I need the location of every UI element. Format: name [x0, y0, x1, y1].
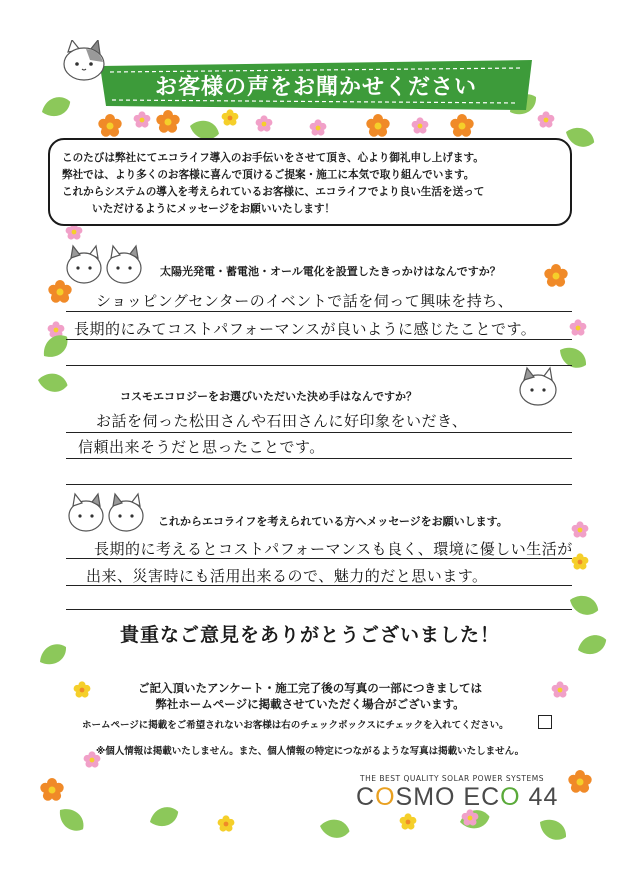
cat-mascot-icon [516, 366, 560, 408]
logo-part: 44 [520, 783, 559, 811]
answer-2-line-2: 信頼出来そうだと思ったことです。 [78, 438, 325, 456]
page-title: お客様の声をお聞かせください [154, 75, 477, 100]
answer-rule [66, 585, 572, 586]
answer-rule [66, 458, 572, 459]
intro-line: このたびは弊社にてエコライフ導入のお手伝いをさせて頂き、心より御礼申し上げます。 [62, 152, 484, 164]
question-3: これからエコライフを考えられている方へメッセージをお願いします。 [158, 515, 508, 528]
answer-rule [66, 365, 572, 366]
thanks-heading: 貴重なご意見をありがとうございました！ [119, 624, 500, 646]
intro-line: 弊社では、より多くのお客様に喜んで頂けるご提案・施工に本気で取り組んでいます。 [62, 169, 475, 181]
intro-message-box [48, 138, 572, 226]
cats-pair-icon [66, 492, 152, 536]
question-1: 太陽光発電・蓄電池・オール電化を設置したきっかけはなんですか？ [160, 265, 501, 278]
answer-2-line-1: お話を伺った松田さんや石田さんに好印象をいだき、 [96, 412, 468, 430]
answer-3-line-2: 出来、災害時にも活用出来るので、魅力的だと思います。 [86, 567, 488, 585]
cat-mascot-icon [60, 40, 106, 82]
notice-line: 弊社ホームページに掲載させていただく場合がございます。 [155, 697, 465, 711]
answer-rule [66, 609, 572, 610]
logo-part: O [375, 783, 396, 811]
notice-line: ご記入頂いたアンケート・施工完了後の写真の一部につきましては [137, 681, 483, 695]
answer-rule [66, 339, 572, 340]
logo-part: C [356, 783, 376, 811]
answer-1-line-2: 長期的にみてコストパフォーマンスが良いように感じたことです。 [74, 320, 537, 338]
intro-line: いただけるようにメッセージをお願いいたします！ [92, 203, 336, 215]
cats-pair-icon [64, 244, 150, 288]
logo-part: SMO EC [395, 783, 501, 811]
company-logo [356, 783, 558, 812]
privacy-note: ※個人情報は掲載いたしません。また、個人情報の特定につながるような写真は掲載いたしません。 [96, 746, 525, 757]
answer-1-line-1: ショッピングセンターのイベントで話を伺って興味を持ち、 [96, 292, 514, 310]
answer-rule [66, 311, 572, 312]
answer-rule [66, 558, 572, 559]
answer-3-line-1: 長期的に考えるとコストパフォーマンスも良く、環境に優しい生活が [94, 540, 573, 558]
answer-rule [66, 432, 572, 433]
intro-line: これからシステムの導入を考えられているお客様に、エコライフでより良い生活を送って [62, 186, 485, 198]
logo-part: O [500, 783, 521, 811]
answer-rule [66, 484, 572, 485]
question-2: コスモエコロジーをお選びいただいた決め手はなんですか？ [120, 390, 417, 403]
checkbox-instruction: ホームページに掲載をご希望されないお客様は右のチェックボックスにチェックを入れてください。 [82, 720, 509, 731]
logo-tagline: THE BEST QUALITY SOLAR POWER SYSTEMS [360, 774, 544, 783]
no-publish-checkbox[interactable] [538, 715, 552, 729]
title-banner [100, 60, 532, 110]
